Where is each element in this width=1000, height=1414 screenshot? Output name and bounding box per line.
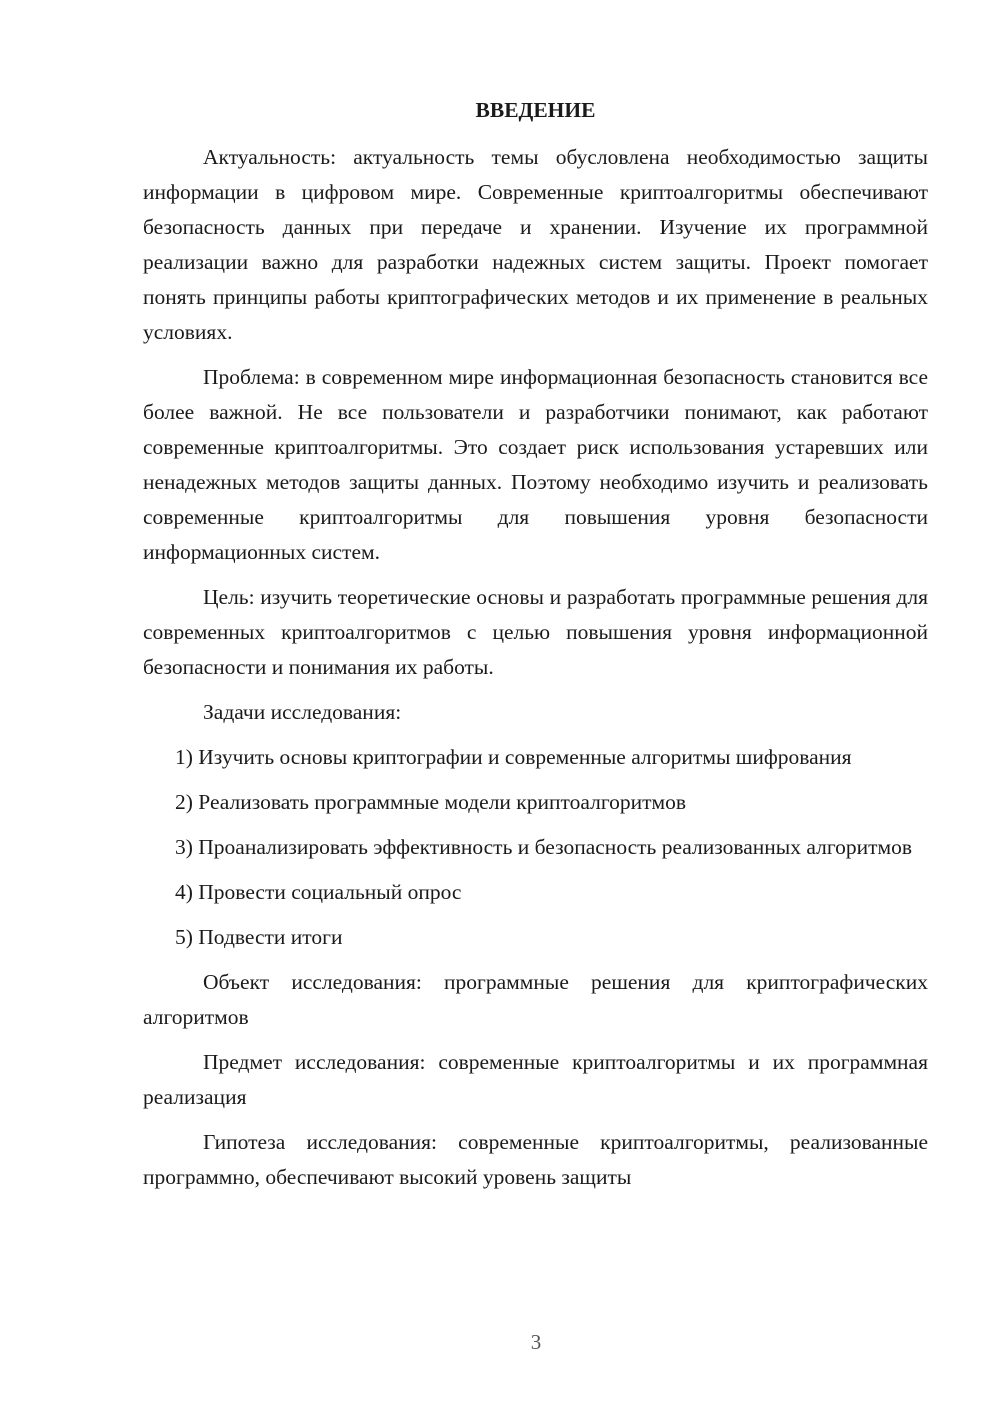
page-number: 3 — [530, 1330, 542, 1354]
list-item: 4) Провести социальный опрос — [175, 880, 462, 904]
section-title: ВВЕДЕНИЕ — [475, 98, 596, 122]
list-item: 2) Реализовать программные модели криптоалгоритмов — [175, 790, 687, 814]
paragraph-problem: Проблема: в современном мире информационная безопасность становится все более важной. Не все пользователи и разработчики понимают, как работают современные криптоалгоритмы. Это создает риск использования устаревших или ненадежных методов защиты данных. Поэтому необходимо изучить и реализовать современные криптоалгоритмы для повышения уровня безопасности информационных систем. — [143, 365, 928, 564]
paragraph-goal: Цель: изучить теоретические основы и разработать программные решения для современных криптоалгоритмов с целью повышения уровня информационной безопасности и понимания их работы. — [143, 585, 928, 679]
list-item: 1) Изучить основы криптографии и современные алгоритмы шифрования — [175, 745, 852, 769]
paragraph-relevance: Актуальность: актуальность темы обусловлена необходимостью защиты информации в цифровом мире. Современные криптоалгоритмы обеспечивают безопасность данных при передаче и хранении. Изучение их программной реализации важно для разработки надежных систем защиты. Проект помогает понять принципы работы криптографических методов и их применение в реальных условиях. — [143, 145, 928, 344]
paragraph-subject: Предмет исследования: современные криптоалгоритмы и их программная реализация — [143, 1050, 928, 1109]
list-item: 5) Подвести итоги — [175, 925, 343, 949]
paragraph-hypothesis: Гипотеза исследования: современные криптоалгоритмы, реализованные программно, обеспечивают высокий уровень защиты — [143, 1130, 928, 1189]
paragraph-object: Объект исследования: программные решения для криптографических алгоритмов — [143, 970, 928, 1029]
tasks-heading: Задачи исследования: — [203, 700, 402, 724]
page-content — [143, 94, 928, 1195]
list-item: 3) Проанализировать эффективность и безопасность реализованных алгоритмов — [175, 835, 913, 859]
